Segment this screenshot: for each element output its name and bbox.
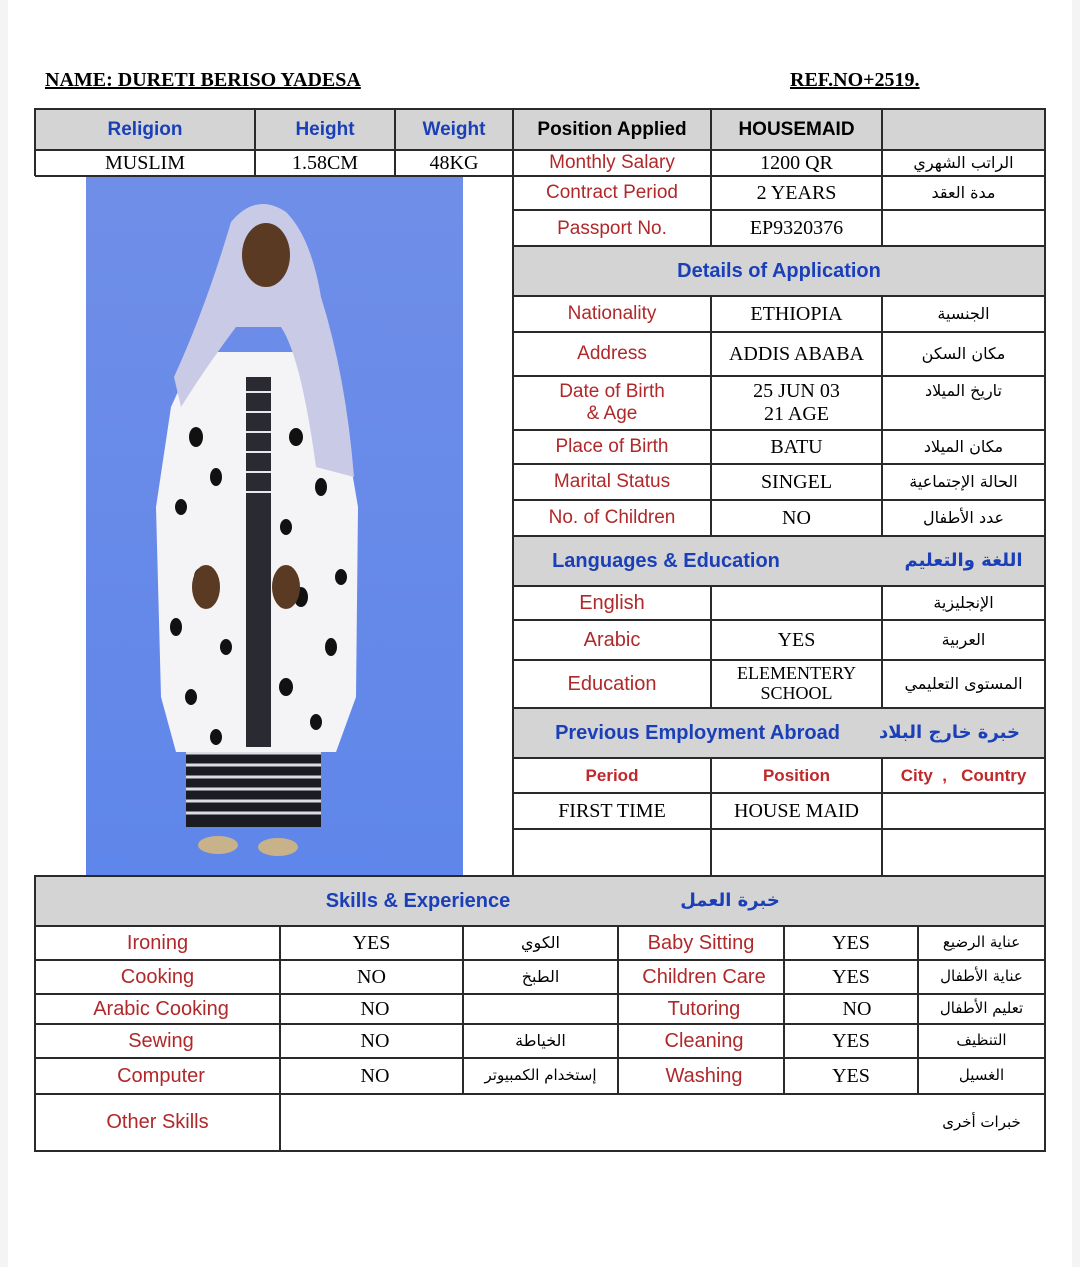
contract-period-value: 2 YEARS [756,181,837,204]
monthly-salary-arabic: الراتب الشهري [913,152,1014,172]
dob-arabic: تاريخ الميلاد [925,380,1002,400]
employment-section-title: Previous Employment Abroad [555,721,840,744]
religion-label: Religion [107,119,183,141]
application-section-title: Details of Application [677,260,881,282]
position-applied-label: Position Applied [537,119,687,141]
monthly-salary-value: 1200 QR [760,151,833,174]
dob-age-label: Date of Birth & Age [559,381,665,424]
languages-section-title-arabic: اللغة والتعليم [904,549,1023,571]
skills-section-title-arabic: خبرة العمل [680,889,780,911]
skill-cleaning-value: YES [832,1029,870,1052]
height-value: 1.58CM [291,151,359,174]
contract-period-arabic: مدة العقد [931,182,996,202]
skill-cooking-label: Cooking [120,965,195,988]
children-label: No. of Children [548,507,676,529]
nationality-value: ETHIOPIA [750,302,843,325]
marital-status-label: Marital Status [553,471,671,493]
passport-label: Passport No. [557,217,667,239]
skill-tutoring-label: Tutoring [667,997,741,1020]
skill-children-care-label: Children Care [642,965,766,988]
nationality-label: Nationality [567,303,657,325]
reference-number: REF.NO+2519. [790,69,920,91]
employment-city-value [882,793,1045,829]
skill-cooking-arabic: الطبخ [521,966,560,986]
education-value: ELEMENTERY SCHOOL [737,663,856,703]
skill-sewing-arabic: الخياطة [515,1030,566,1050]
children-value: NO [782,506,811,529]
city-country-column-header: City , Country [900,765,1027,785]
period-column-header: Period [585,765,639,785]
employment-period-value: FIRST TIME [558,799,666,822]
position-column-header: Position [762,765,831,785]
skill-cleaning-label: Cleaning [664,1029,744,1052]
other-skills-arabic: خبرات أخرى [942,1112,1021,1131]
arabic-value: YES [777,628,816,651]
address-arabic: مكان السكن [921,343,1006,363]
skill-arabic-cooking-arabic [463,994,618,1024]
english-arabic: الإنجليزية [933,592,994,612]
skill-children-care-arabic: عناية الأطفال [940,967,1023,986]
skill-baby-sitting-value: YES [832,931,870,954]
skill-washing-label: Washing [665,1064,743,1087]
other-skills-label: Other Skills [106,1111,209,1133]
employment-position-value: HOUSE MAID [734,799,859,822]
place-of-birth-label: Place of Birth [555,436,669,458]
religion-value: MUSLIM [104,151,185,174]
place-of-birth-arabic: مكان الميلاد [923,436,1004,456]
skill-cooking-value: NO [357,965,386,988]
address-value: ADDIS ABABA [728,342,865,365]
skill-baby-sitting-label: Baby Sitting [647,931,755,954]
place-of-birth-value: BATU [770,435,823,458]
skill-computer-arabic: إستخدام الكمبيوتر [484,1066,597,1085]
skill-arabic-cooking-value: NO [360,997,390,1020]
arabic-label: Arabic [583,628,641,651]
dob-age-value: 25 JUN 03 21 AGE [753,380,840,425]
address-label: Address [577,343,647,365]
skill-cleaning-arabic: التنظيف [956,1031,1007,1050]
marital-status-arabic: الحالة الإجتماعية [909,471,1018,491]
skills-section-title: Skills & Experience [325,889,511,912]
english-value [711,586,882,620]
education-arabic: المستوى التعليمي [904,673,1023,693]
skill-computer-label: Computer [117,1064,205,1087]
skill-sewing-label: Sewing [128,1029,194,1052]
height-label: Height [295,119,355,141]
skill-ironing-value: YES [352,931,391,954]
skill-ironing-label: Ironing [126,931,189,954]
education-label: Education [567,672,657,695]
contract-period-label: Contract Period [545,182,678,204]
english-label: English [579,591,645,614]
candidate-name: NAME: DURETI BERISO YADESA [45,69,361,91]
skill-sewing-value: NO [360,1029,390,1052]
position-applied-value: HOUSEMAID [738,119,855,141]
skill-ironing-arabic: الكوي [521,932,560,952]
skill-children-care-value: YES [832,965,870,988]
skill-tutoring-arabic: تعليم الأطفال [939,999,1024,1018]
employment-section-title-arabic: خبرة خارج البلاد [879,721,1020,743]
candidate-photo [86,177,463,875]
weight-value: 48KG [429,151,479,174]
weight-label: Weight [422,119,486,141]
skill-tutoring-value: NO [842,997,872,1020]
marital-status-value: SINGEL [760,470,833,493]
children-arabic: عدد الأطفال [922,507,1005,527]
arabic-arabic: العربية [941,629,986,649]
passport-value: EP9320376 [749,217,844,239]
nationality-arabic: الجنسية [937,303,990,323]
skill-washing-value: YES [832,1064,870,1087]
languages-section-title: Languages & Education [552,549,780,572]
skill-baby-sitting-arabic: عناية الرضيع [942,933,1021,952]
monthly-salary-label: Monthly Salary [549,152,675,174]
skill-washing-arabic: الغسيل [958,1066,1005,1085]
skill-computer-value: NO [360,1064,390,1087]
skill-arabic-cooking-label: Arabic Cooking [93,997,229,1020]
person-illustration [86,177,463,875]
